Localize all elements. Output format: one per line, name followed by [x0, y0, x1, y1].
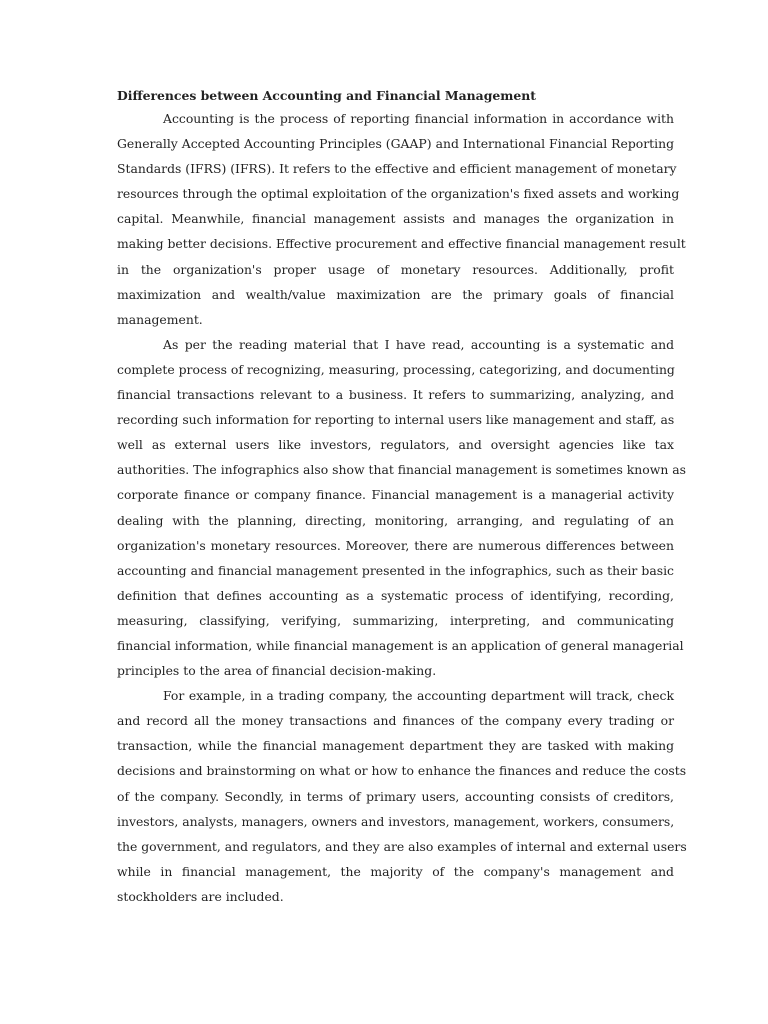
paragraph-line: in the organization's proper usage of monetary resources. Additionally, profit [117, 261, 674, 277]
paragraph-line: maximization and wealth/value maximization are the primary goals of financial [117, 286, 674, 302]
paragraph-line: stockholders are included. [117, 888, 284, 904]
paragraph-line: financial information, while financial management is an application of general managerial [117, 637, 684, 653]
paragraph-line: Standards (IFRS) (IFRS). It refers to the effective and efficient management of monetary [117, 161, 677, 177]
paragraph-line: transaction, while the financial management department they are tasked with making [117, 738, 674, 754]
paragraph-line: of the company. Secondly, in terms of primary users, accounting consists of creditors, [117, 788, 674, 804]
paragraph-line: organization's monetary resources. Moreover, there are numerous differences between [117, 537, 674, 553]
paragraph-line: capital. Meanwhile, financial management assists and manages the organization in [117, 211, 674, 227]
paragraph-line: well as external users like investors, regulators, and oversight agencies like tax [117, 437, 674, 453]
document-body [117, 86, 687, 909]
paragraph-1 [117, 106, 686, 332]
paragraph-line: Generally Accepted Accounting Principles (GAAP) and International Financial Reporting [117, 136, 674, 152]
paragraph-line: dealing with the planning, directing, monitoring, arranging, and regulating of an [117, 512, 674, 528]
paragraph-line: resources through the optimal exploitation of the organization's fixed assets and working [117, 186, 680, 202]
paragraph-line: while in financial management, the majority of the company's management and [117, 863, 674, 879]
paragraph-line: definition that defines accounting as a systematic process of identifying, recording, [117, 587, 674, 603]
paragraph-line: Accounting is the process of reporting financial information in accordance with [163, 111, 674, 126]
paragraph-line: complete process of recognizing, measuring, processing, categorizing, and documenting [117, 361, 675, 377]
paragraph-line: and record all the money transactions and finances of the company every trading or [117, 713, 674, 729]
paragraph-line: measuring, classifying, verifying, summarizing, interpreting, and communicating [117, 612, 674, 628]
paragraph-line: corporate finance or company finance. Financial management is a managerial activity [117, 487, 674, 503]
paragraph-line: investors, analysts, managers, owners and investors, management, workers, consumers, [117, 813, 675, 829]
paragraph-line: principles to the area of financial decision-making. [117, 663, 437, 679]
paragraph-line: financial transactions relevant to a business. It refers to summarizing, analyzing, and [117, 387, 674, 403]
paragraph-3 [117, 683, 687, 909]
paragraph-line: As per the reading material that I have read, accounting is a systematic and [163, 336, 674, 352]
paragraph-line: making better decisions. Effective procurement and effective financial management result [117, 236, 686, 252]
paragraph-line: accounting and financial management presented in the infographics, such as their basic [117, 562, 674, 578]
paragraph-2 [117, 332, 687, 683]
paragraph-line: For example, in a trading company, the accounting department will track, check [163, 688, 674, 704]
paragraph-line: authorities. The infographics also show that financial management is sometimes known as [117, 462, 687, 478]
paragraph-line: decisions and brainstorming on what or how to enhance the finances and reduce the costs [117, 763, 687, 779]
paragraph-line: recording such information for reporting to internal users like management and staff, as [117, 412, 675, 428]
paragraph-line: management. [117, 311, 203, 327]
document-title: Differences between Accounting and Financial Management [117, 88, 536, 103]
paragraph-line: the government, and regulators, and they are also examples of internal and external users [117, 838, 687, 854]
